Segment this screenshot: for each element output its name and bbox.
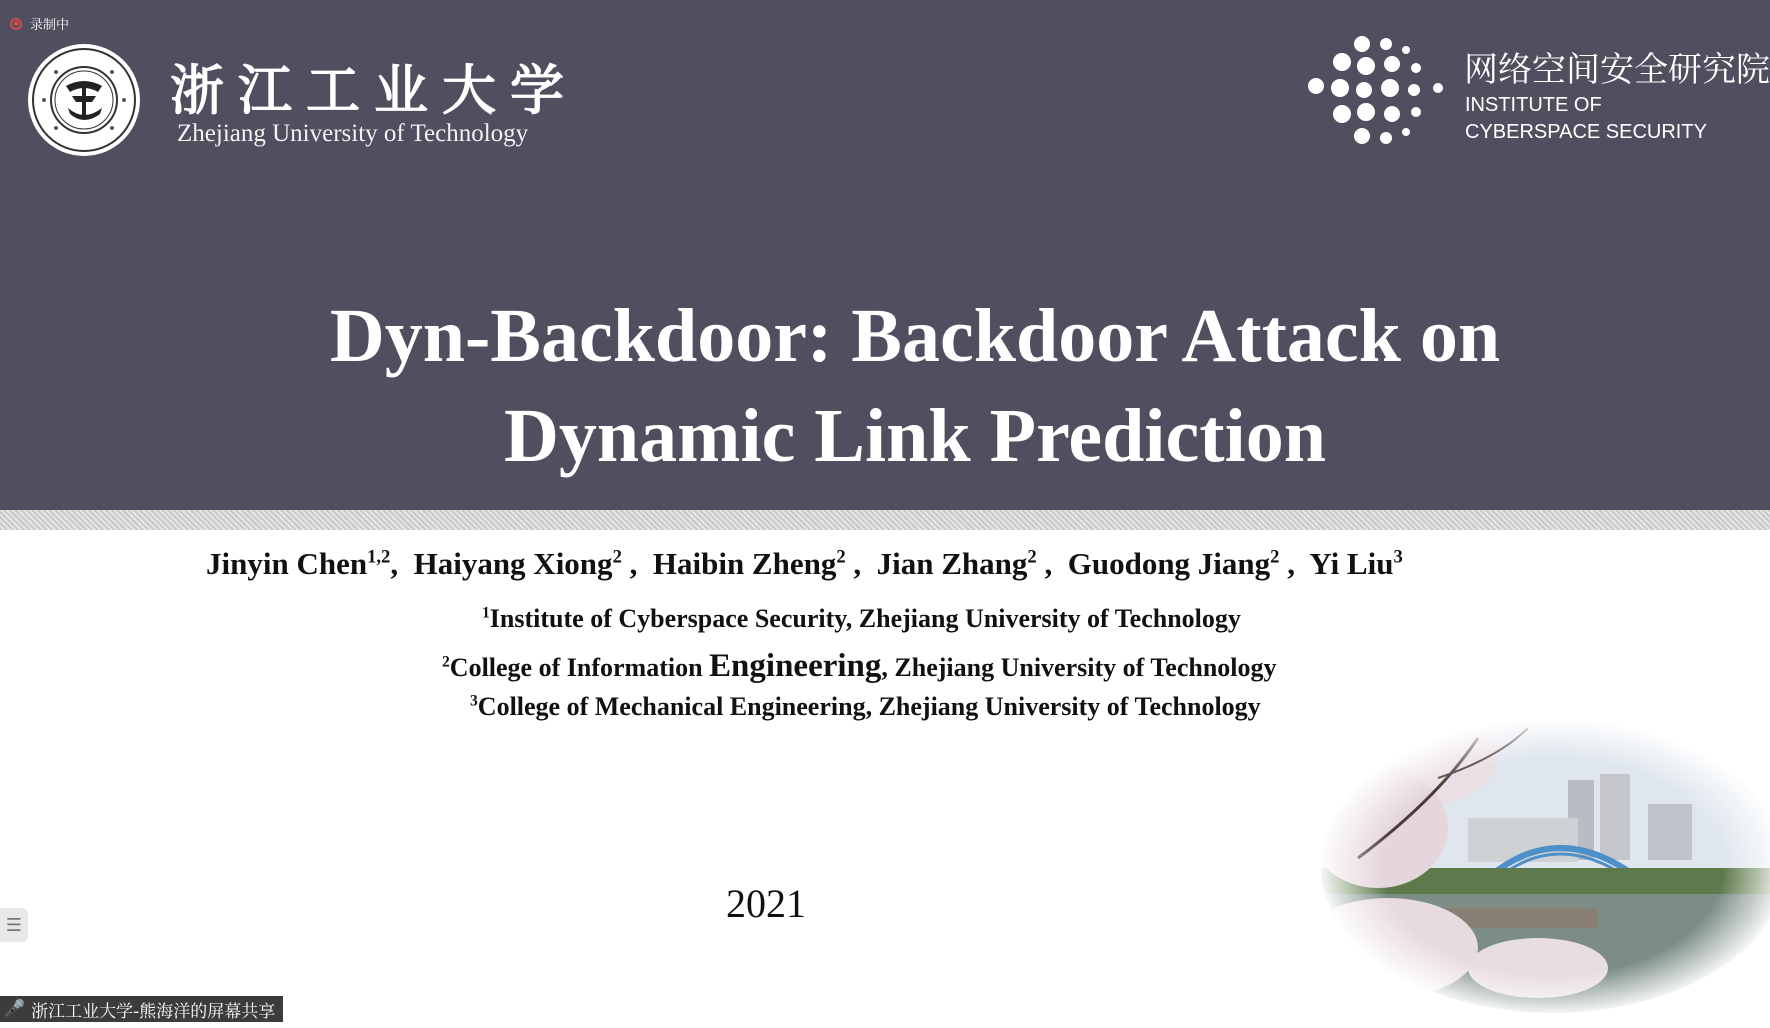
author-list — [206, 546, 1403, 582]
slide-title-line1: Dyn-Backdoor: Backdoor Attack on — [329, 294, 1501, 378]
author: Haibin Zheng$^2$ , — [652, 546, 877, 581]
author: Jian Zhang$^2$ , — [876, 546, 1068, 581]
microphone-icon: 🎤 — [4, 999, 26, 1019]
slide-title — [0, 286, 1770, 486]
campus-photo — [1318, 718, 1770, 1016]
institute-dots-logo — [1302, 34, 1446, 152]
institute-name-cn: 网络空间安全研究院 — [1464, 50, 1770, 90]
recording-indicator — [10, 14, 69, 33]
author: Yi Liu$^3$ — [1309, 546, 1403, 581]
record-icon — [10, 18, 22, 30]
list-icon: ☰ — [5, 914, 23, 936]
author: Guodong Jiang$^2$ , — [1067, 546, 1310, 581]
university-name-cn: 浙江工业大学 — [170, 58, 578, 122]
slide-year: 2021 — [726, 881, 806, 926]
university-name-en: Zhejiang University of Technology — [177, 120, 529, 147]
institute-name-en-line2: CYBERSPACE SECURITY — [1465, 121, 1707, 143]
affiliation-1: $^1$Institute of Cyberspace Security, Zhejiang University of Technology — [482, 604, 1241, 633]
affiliation-2: $^2$College of Information Engineering, Zhejiang University of Technology — [442, 648, 1277, 684]
author: Haiyang Xiong$^2$ , — [413, 546, 653, 581]
header-divider — [0, 510, 1770, 530]
institute-name-en-line1: INSTITUTE OF — [1465, 94, 1602, 116]
screen-share-bar — [0, 996, 283, 1022]
screen-share-label: 浙江工业大学-熊海洋的屏幕共享 — [31, 1001, 276, 1022]
university-seal-logo — [26, 42, 142, 158]
institute-name-en — [1465, 92, 1707, 146]
author: Jinyin Chen$^{1,2}$, — [206, 546, 414, 581]
recording-label: 录制中 — [30, 18, 70, 33]
side-panel-toggle[interactable] — [0, 908, 28, 942]
slide-title-line2: Dynamic Link Prediction — [504, 394, 1326, 478]
affiliation-3: $^3$College of Mechanical Engineering, Zhejiang University of Technology — [470, 692, 1261, 721]
